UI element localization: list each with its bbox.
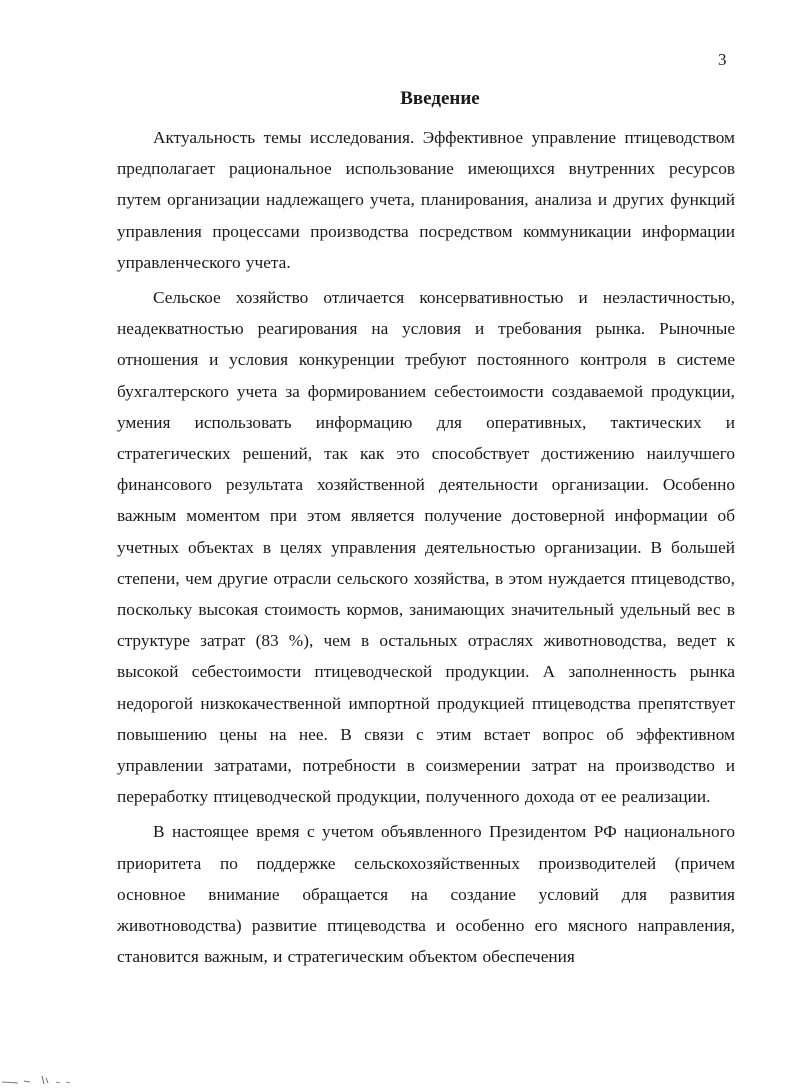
page-title: Введение xyxy=(400,88,480,109)
paragraph-current-time: В настоящее время с учетом объявленного Президентом РФ национального приоритета по поддержке сельскохозяйственных производителей (причем основное внимание обращается на создание условий для развития животноводства) развитие птицеводства и особенно его мясного направления, становится важным, и стратегическим объектом обеспечения xyxy=(117,822,735,967)
page-number: 3 xyxy=(718,50,727,69)
paragraph-relevance: Актуальность темы исследования. Эффективное управление птицеводством предполагает рациональное использование имеющихся внутренних ресурсов путем организации надлежащего учета, планирования, анализа и других функций управления процессами производства посредством коммуникации информации управленческого учета. xyxy=(117,128,735,272)
paragraph-agriculture: Сельское хозяйство отличается консервативностью и неэластичностью, неадекватностью реагирования на условия и требования рынка. Рыночные отношения и условия конкуренции требуют постоянного контроля в системе бухгалтерского учета за формированием себестоимости создаваемой продукции, умения использовать информацию для оперативных, тактических и стратегических решений, так как это способствует достижению наилучшего финансового результата хозяйственной деятельности организации. Особенно важным моментом при этом является получение достоверной информации об учетных объектах в целях управления деятельностью организации. В большей степени, чем другие отрасли сельского хозяйства, в этом нуждается птицеводство, поскольку высокая стоимость кормов, занимающих значительный удельный вес в структуре затрат (83 %), чем в остальных отраслях животноводства, ведет к высокой себестоимости птицеводческой продукции. А заполненность рынка недорогой низкокачественной импортной продукцией птицеводства препятствует повышению цены на нее. В связи с этим встает вопрос об эффективном управлении затратами, потребности в соизмерении затрат на производство и переработку птицеводческой продукции, полученного дохода от ее реализации. xyxy=(117,288,735,807)
scan-noise-icon xyxy=(0,1072,90,1086)
scan-artifact xyxy=(0,1072,90,1089)
document-body xyxy=(117,122,735,976)
